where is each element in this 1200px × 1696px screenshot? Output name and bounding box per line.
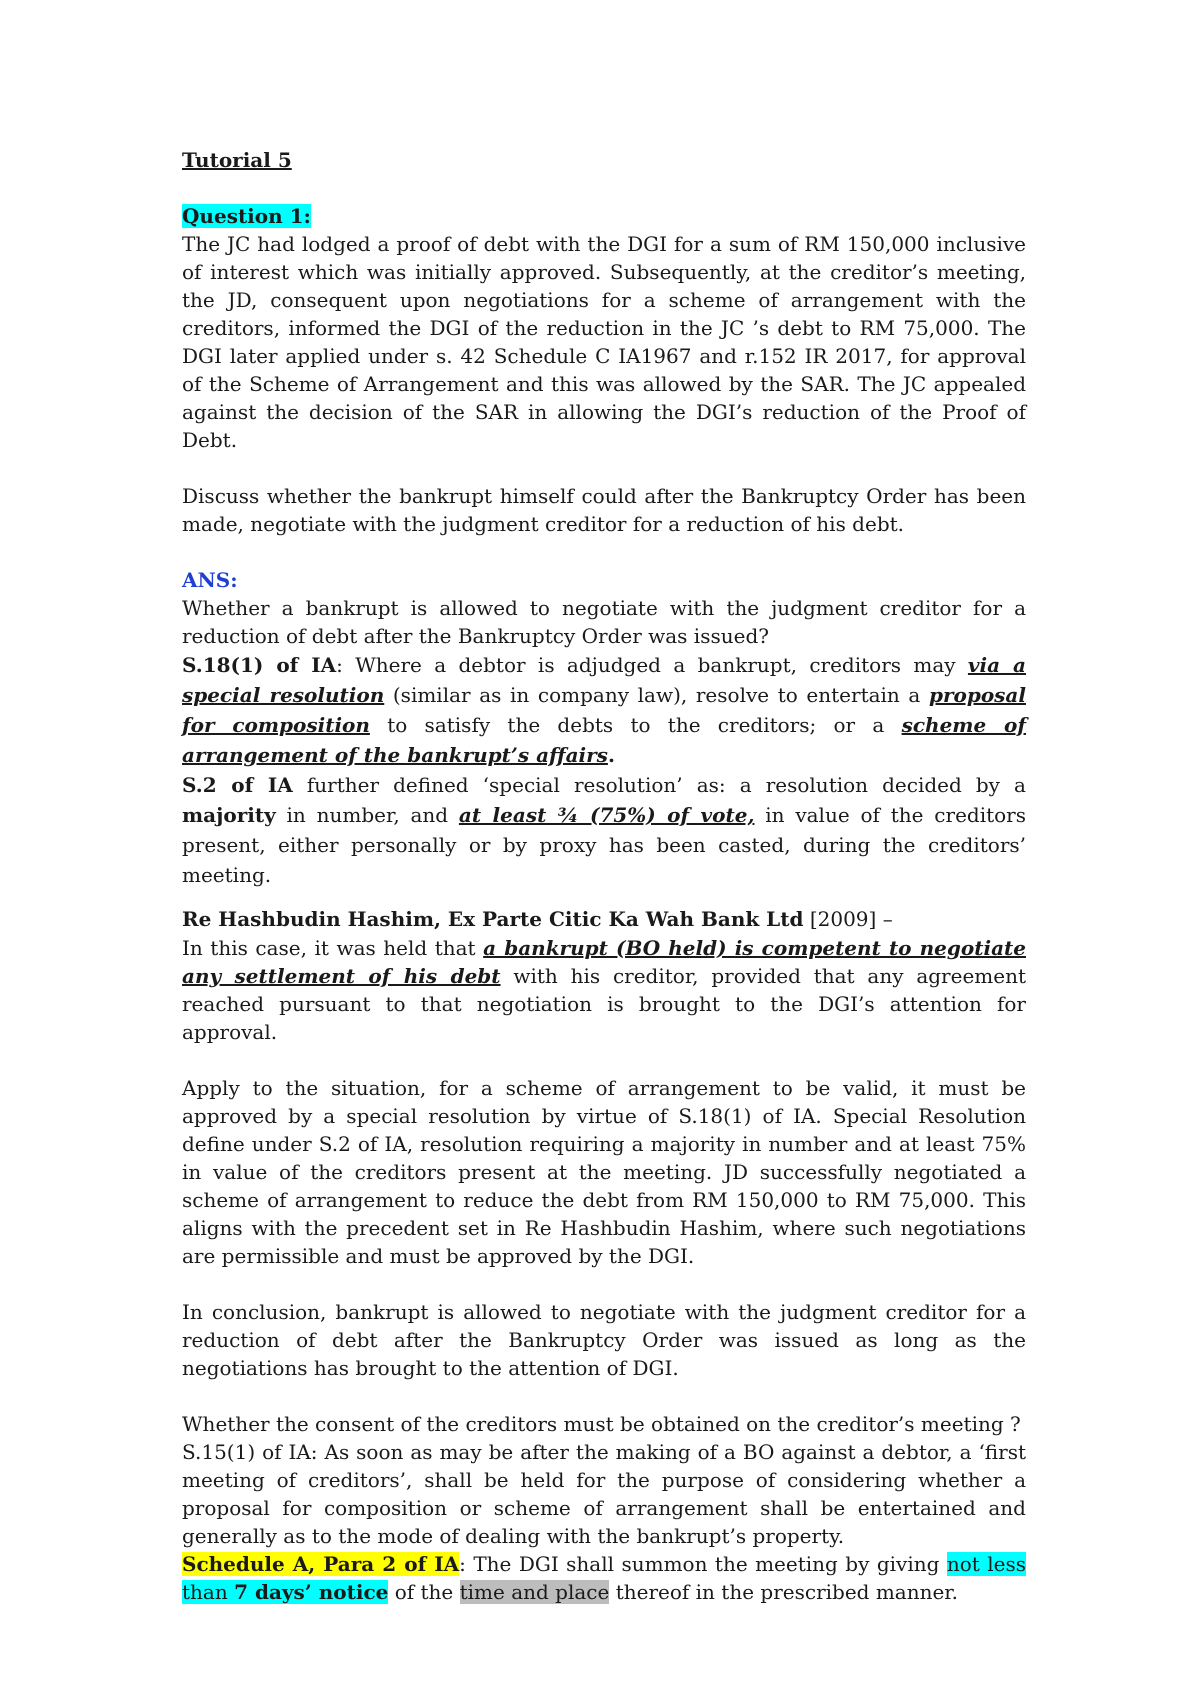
s18-text-4: .: [607, 743, 615, 767]
s18-emphasis-3: scheme of arrangement of the bankrupt’s affairs: [182, 713, 1027, 767]
s18-text-1: : Where a debtor is adjudged a bankrupt, creditors may: [336, 653, 968, 677]
s2-paragraph: [182, 770, 1026, 890]
schedule-highlight-1: not less than: [182, 1552, 1027, 1604]
s2-text-3: in value of the creditors present, either personally or by proxy has been casted, during the creditors’ meeting.: [182, 803, 1026, 887]
schedule-text-1: : The DGI shall summon the meeting by giving: [459, 1552, 947, 1576]
case-text-2: with his creditor, provided that any agreement reached pursuant to that negotiation is brought to the DGI’s attention for approval.: [182, 964, 1026, 1044]
s18-ref: S.18(1) of IA: [182, 653, 337, 677]
s2-ref: S.2 of IA: [182, 773, 293, 797]
case-name: Re Hashbudin Hashim, Ex Parte Citic Ka Wah Bank Ltd: [182, 907, 804, 931]
s18-emphasis-2: proposal for composition: [182, 683, 1026, 737]
s18-emphasis-1: via a special resolution: [182, 653, 1027, 707]
question-label: Question 1:: [182, 204, 311, 228]
doc-title: Tutorial 5: [182, 148, 292, 172]
s18-paragraph: [182, 650, 1026, 770]
document-page: [182, 146, 1026, 1606]
case-text-1: In this case, it was held that: [182, 936, 484, 960]
case-heading: [182, 904, 1026, 934]
s18-text-3: to satisfy the debts to the creditors; or a: [369, 713, 902, 737]
schedule-highlight-notice: 7 days’ notice: [234, 1580, 389, 1604]
case-emphasis: a bankrupt (BO held) is competent to negotiate any settlement of his debt: [182, 936, 1026, 988]
schedule-highlight-2: time and place: [459, 1580, 610, 1604]
s2-emphasis: at least ¾ (75%) of vote,: [458, 803, 755, 827]
s15-paragraph: S.15(1) of IA: As soon as may be after the making of a BO against a debtor, a ‘first meeting of creditors’, shall be held for the purpose of considering whether a proposal for composition or scheme of arrangement shall be entertained and generally as to the mode of dealing with the bankrupt’s property.: [182, 1440, 1026, 1548]
s18-text-2: (similar as in company law), resolve to entertain a: [384, 683, 929, 707]
ans-label: ANS:: [182, 568, 238, 592]
schedule-text-2: of the: [388, 1580, 460, 1604]
s2-majority: majority: [182, 803, 276, 827]
conclusion-paragraph: In conclusion, bankrupt is allowed to negotiate with the judgment creditor for a reduction of debt after the Bankruptcy Order was issued as long as the negotiations has brought to the attention of DGI.: [182, 1300, 1026, 1380]
question-text: The JC had lodged a proof of debt with the DGI for a sum of RM 150,000 inclusive of interest which was initially approved. Subsequently, at the creditor’s meeting, the JD, consequent upon negotiations for a scheme of arrangement with the creditors, informed the DGI of the reduction in the JC ’s debt to RM 75,000. The DGI later applied under s. 42 Schedule C IA1967 and r.152 IR 2017, for approval of the Scheme of Arrangement and this was allowed by the SAR. The JC appealed against the decision of the SAR in allowing the DGI’s reduction of the Proof of Debt.: [182, 232, 1026, 452]
schedule-text-3: thereof in the prescribed manner.: [609, 1580, 959, 1604]
answer-block: [182, 566, 1026, 650]
apply-paragraph: Apply to the situation, for a scheme of arrangement to be valid, it must be approved by a special resolution by virtue of S.18(1) of IA. Special Resolution define under S.2 of IA, resolution requiring a majority in number and at least 75% in value of the creditors present at the meeting. JD successfully negotiated a scheme of arrangement to reduce the debt from RM 150,000 to RM 75,000. This aligns with the precedent set in Re Hashbudin Hashim, where such negotiations are permissible and must be approved by the DGI.: [182, 1076, 1026, 1268]
discuss-text: Discuss whether the bankrupt himself could after the Bankruptcy Order has been made, negotiate with the judgment creditor for a reduction of his debt.: [182, 484, 1026, 536]
case-paragraph: [182, 934, 1026, 1046]
schedule-paragraph: [182, 1550, 1026, 1606]
schedule-ref: Schedule A, Para 2 of IA: [182, 1552, 460, 1576]
issue-one: Whether a bankrupt is allowed to negotiate with the judgment creditor for a reduction of debt after the Bankruptcy Order was issued?: [182, 596, 1026, 648]
case-year: [2009] –: [803, 907, 893, 931]
s2-text-1: further defined ‘special resolution’ as: a resolution decided by a: [292, 773, 1026, 797]
question-block: [182, 202, 1026, 454]
issue-two: Whether the consent of the creditors must be obtained on the creditor’s meeting ?: [182, 1412, 1021, 1436]
s2-text-2: in number, and: [275, 803, 459, 827]
